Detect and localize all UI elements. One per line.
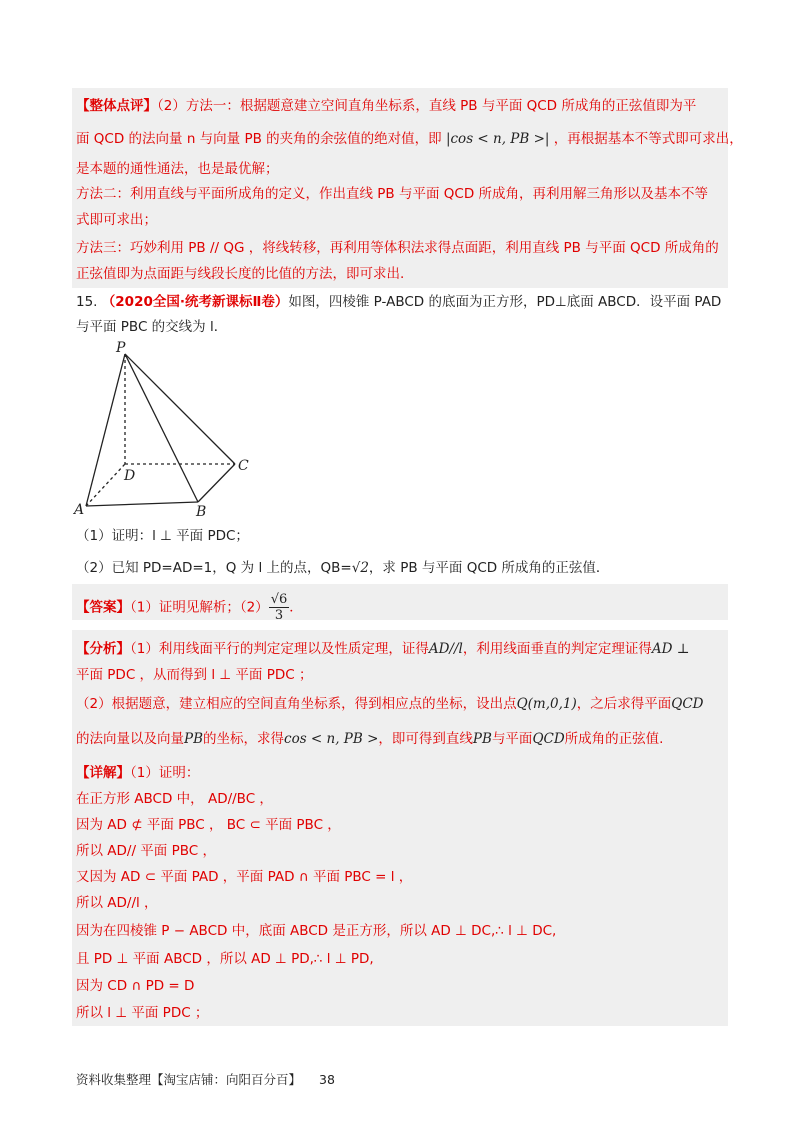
analysis-math-2: AD ⊥ [651,641,690,657]
comment-line-5: 式即可求出； [76,212,157,228]
comment-text-2a: 面 QCD 的法向量 n 与向量 PB 的夹角的余弦值的绝对值，即 [76,131,442,147]
footer-text: 资料收集整理【淘宝店铺：向阳百分百】 [76,1072,302,1087]
analysis-math-7: QCD [532,731,565,747]
page-footer [76,1070,335,1088]
question-2 [76,559,609,577]
detail-line-3: 所以 AD// 平面 PBC ， [76,843,216,859]
comment-line-6: 方法三：巧妙利用 PB // QG ，将线转移，再利用等体积法求得点面距，利用直线 PB 与平面 QCD 所成角的 [76,240,719,256]
analysis-text-4d: 与平面 [491,731,533,747]
detail-line-9: 所以 l ⊥ 平面 PDC ； [76,1005,209,1021]
analysis-text-4a: 的法向量以及向量 [76,731,184,747]
analysis-math-5: cos < n, PB > [284,731,379,747]
analysis-math-4: QCD [671,696,704,712]
problem-line-1 [76,293,721,311]
analysis-line-1 [76,640,689,658]
detail-line-8: 因为 CD ∩ PD = D [76,978,195,994]
detail-head [76,764,199,782]
question-2-text-b: ，求 PB 与平面 QCD 所成角的正弦值． [368,560,610,576]
problem-number: 15. [76,294,98,310]
problem-source: （2020全国·统考新课标Ⅱ卷） [101,294,289,310]
detail-tag: 【详解】 [76,765,130,781]
answer-fraction [269,592,290,623]
comment-tag: 【整体点评】 [76,98,157,114]
analysis-text-4e: 所成角的正弦值. [564,731,664,747]
question-2-text-a: （2）已知 PD=AD=1，Q 为 l 上的点，QB= [76,560,352,576]
analysis-text-3b: ，之后求得平面 [576,696,672,712]
detail-line-2: 因为 AD ⊄ 平面 PBC ， BC ⊂ 平面 PBC ， [76,817,341,833]
detail-line-5: 所以 AD//l ， [76,895,158,911]
analysis-text-4c: ，即可得到直线 [378,731,473,747]
answer-frac-numerator: √6 [270,592,288,607]
question-2-sqrt: √2 [351,560,369,576]
analysis-line-2: 平面 PDC ，从而得到 l ⊥ 平面 PDC ； [76,667,313,683]
label-D: D [124,468,136,484]
pyramid-figure [70,338,270,518]
edge-PA [86,354,125,506]
analysis-line-3 [76,695,704,713]
analysis-vector-pb: PB [184,731,204,747]
answer-end: ． [289,599,303,616]
label-P: P [116,340,126,356]
detail-line-4: 又因为 AD ⊂ 平面 PAD ，平面 PAD ∩ 平面 PBC = l ， [76,869,413,885]
detail-line-6: 因为在四棱锥 P − ABCD 中，底面 ABCD 是正方形，所以 AD ⊥ DC,∴ l ⊥ DC, [76,923,557,939]
label-A: A [74,502,85,518]
answer-tag: 【答案】 [76,599,130,616]
comment-text-2b: ，再根据基本不等式即可求出， [553,131,743,147]
analysis-math-6: PB [472,731,492,747]
question-1: （1）证明：l ⊥ 平面 PDC； [76,528,249,544]
edge-AB [86,502,198,506]
detail-line-1: 在正方形 ABCD 中， AD//BC ， [76,791,273,807]
edge-BC [198,464,235,502]
detail-line-7: 且 PD ⊥ 平面 ABCD ，所以 AD ⊥ PD,∴ l ⊥ PD, [76,951,374,967]
comment-line-2 [76,130,743,148]
detail-head-text: （1）证明： [130,765,200,781]
answer-part1: （1）证明见解析；（2） [130,599,269,616]
answer-frac-denominator: 3 [274,608,284,623]
comment-text-1: （2）方法一：根据题意建立空间直角坐标系，直线 PB 与平面 QCD 所成角的正弦值即为平 [157,98,697,114]
problem-text-1: 如图，四棱锥 P-ABCD 的底面为正方形，PD⊥底面 ABCD．设平面 PAD [288,294,722,310]
analysis-text-3a: （2）根据题意，建立相应的空间直角坐标系，得到相应点的坐标，设出点 [76,696,517,712]
analysis-line-4 [76,730,663,748]
label-C: C [238,458,249,474]
comment-line-4: 方法二：利用直线与平面所成角的定义，作出直线 PB 与平面 QCD 所成角，再利用解三角形以及基本不等 [76,186,709,202]
edge-PC [125,354,235,464]
page-number: 38 [319,1072,335,1087]
comment-line-3: 是本题的通性通法，也是最优解； [76,161,279,177]
analysis-text-4b: 的坐标，求得 [203,731,285,747]
analysis-math-1: AD//l [428,641,463,657]
answer-line [76,592,303,623]
analysis-tag: 【分析】 [76,641,130,657]
analysis-text-1a: （1）利用线面平行的判定定理以及性质定理，证得 [130,641,429,657]
analysis-math-3: Q(m,0,1) [516,696,577,712]
analysis-text-1b: ，利用线面垂直的判定定理证得 [462,641,652,657]
comment-line-1 [76,97,696,115]
label-B: B [196,504,207,518]
edge-PB [125,354,198,502]
comment-formula: |cos < n, PB >| [445,131,550,147]
comment-line-7: 正弦值即为点面距与线段长度的比值的方法，即可求出. [76,266,405,282]
problem-line-2: 与平面 PBC 的交线为 l． [76,319,228,335]
